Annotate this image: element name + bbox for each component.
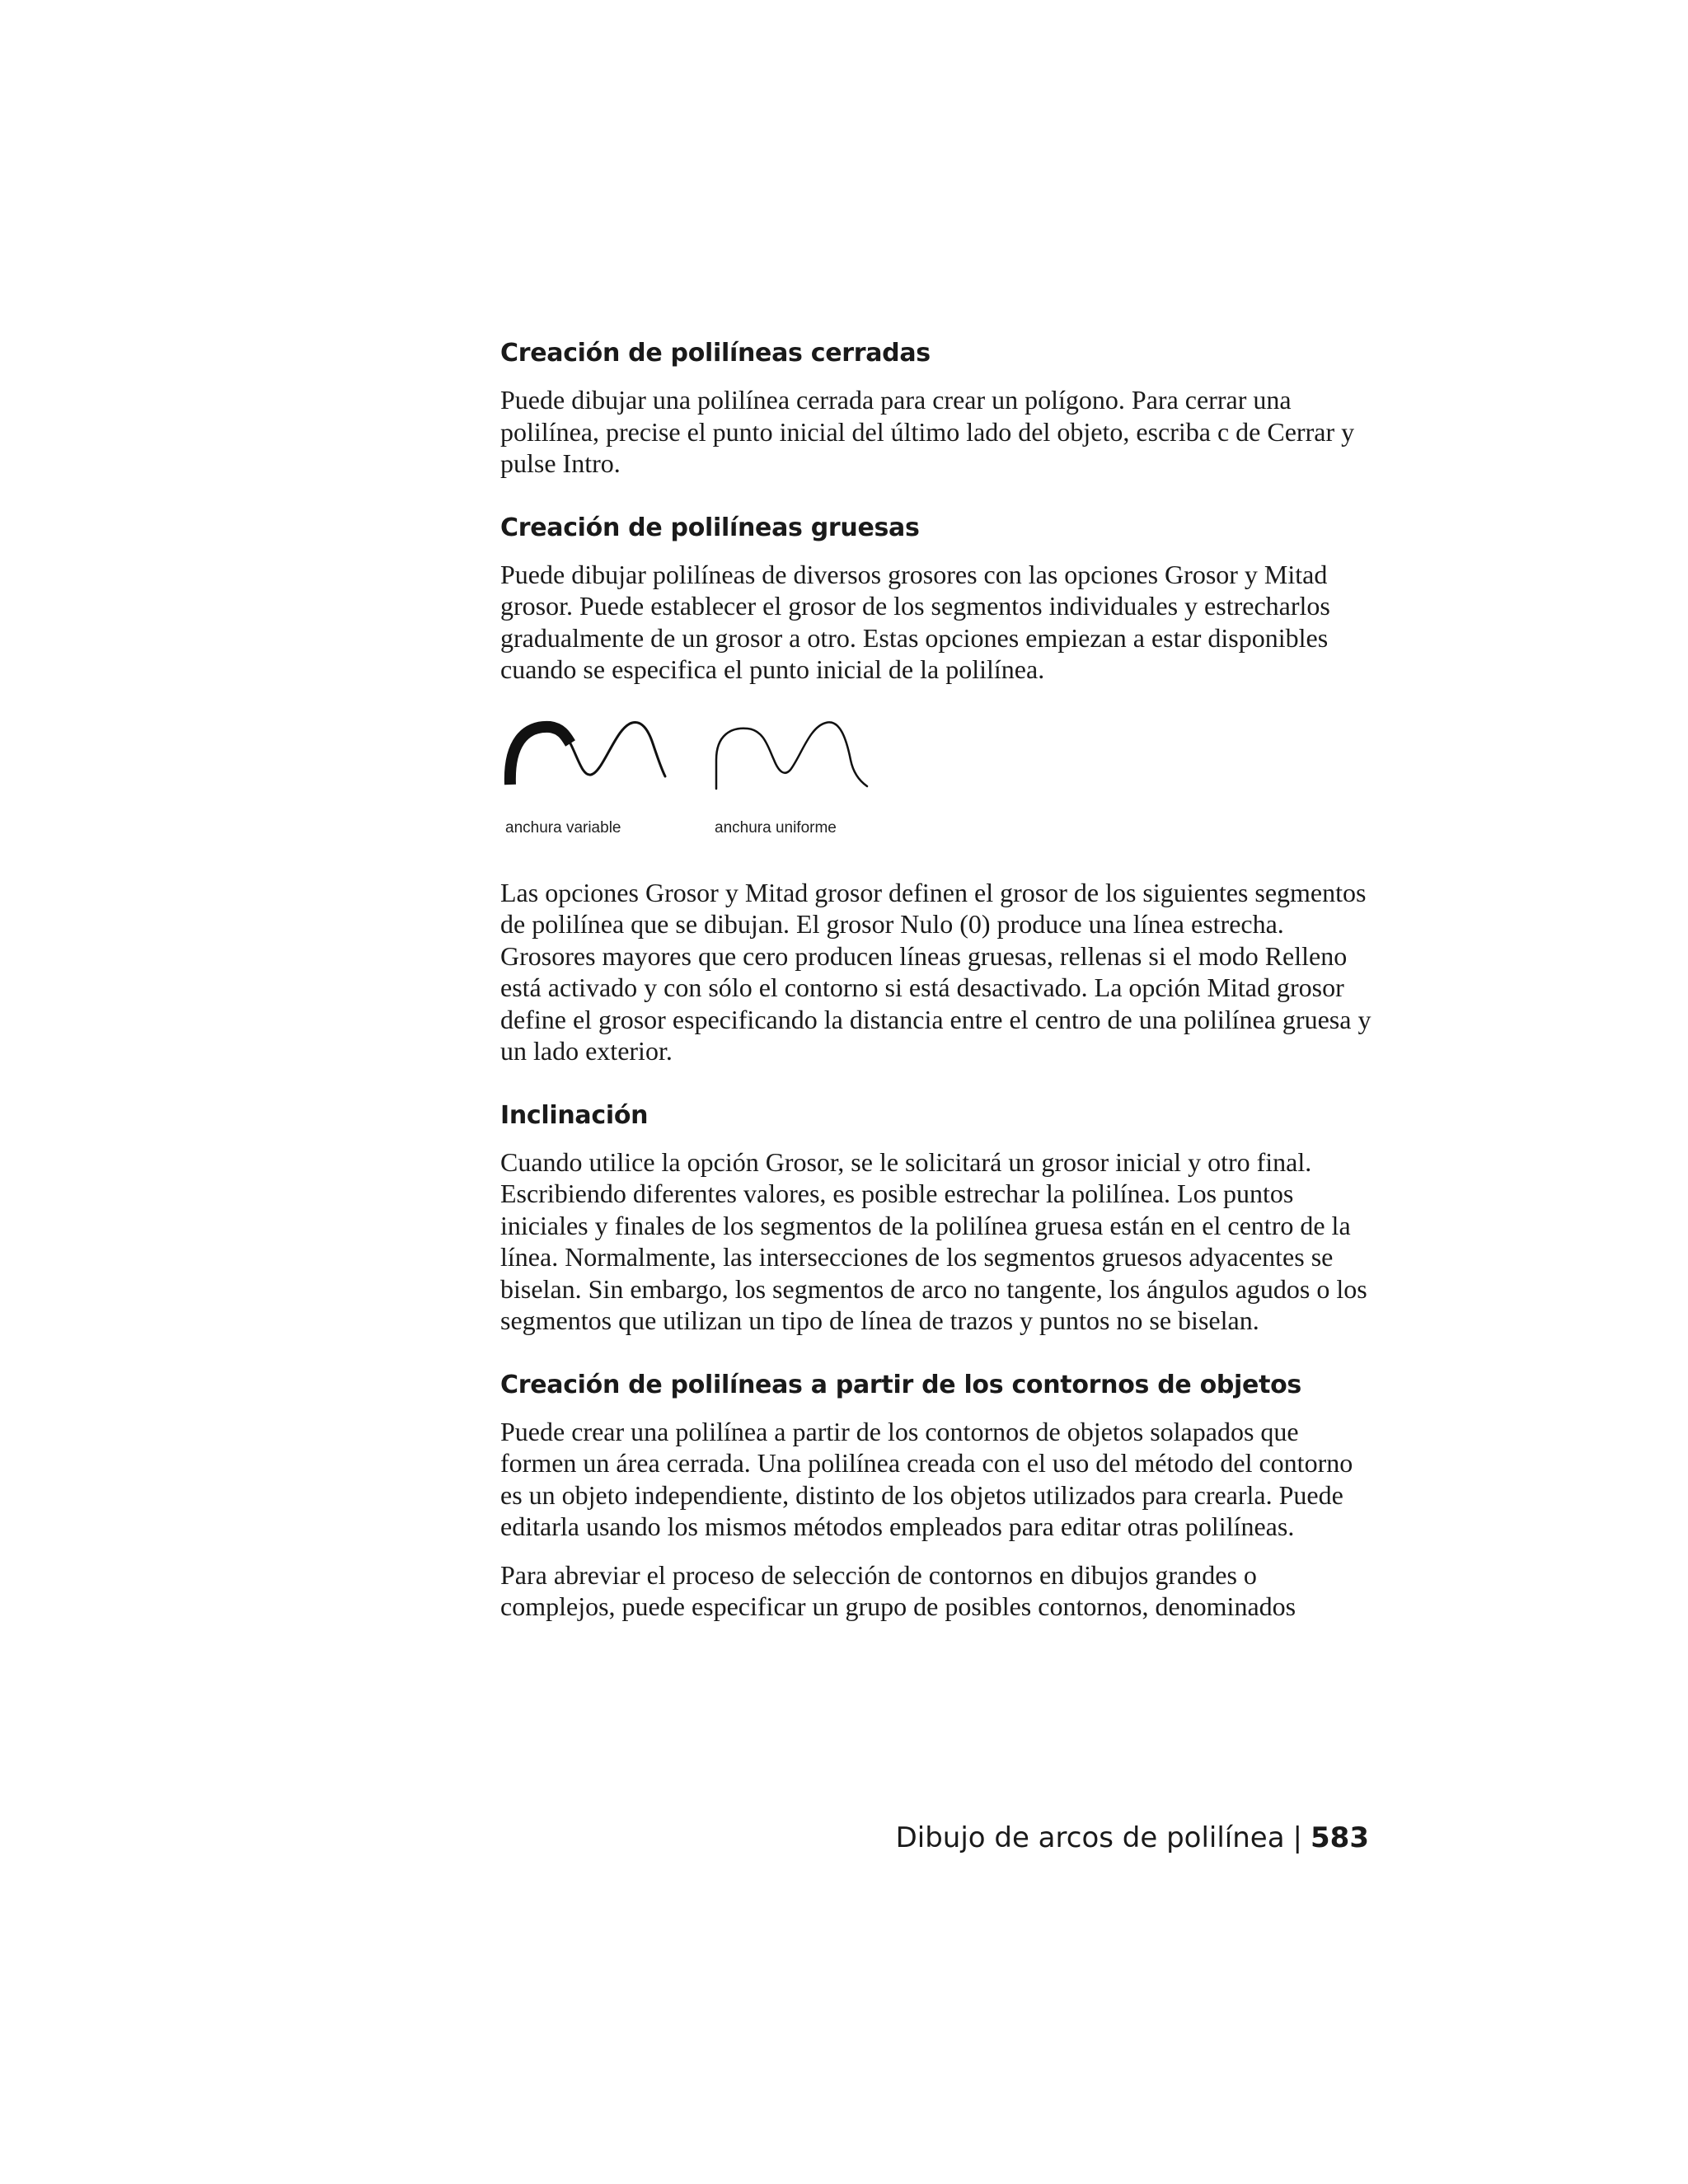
paragraph-closed-polylines: Puede dibujar una polilínea cerrada para crear un polígono. Para cerrar una polilínea, precise el punto inicial del último lado del objeto, escriba c de Cerrar y pulse Intro. (500, 385, 1355, 478)
footer-title: Dibujo de arcos de polilínea (895, 1821, 1285, 1854)
polyline-width-figure (500, 710, 1374, 851)
polyline-width-illustration (500, 710, 912, 818)
variable-width-polyline (510, 726, 570, 784)
caption-uniform-width: anchura uniforme (715, 818, 837, 837)
paragraph-wide-polylines-intro: Puede dibujar polilíneas de diversos grosores con las opciones Grosor y Mitad grosor. Puede establecer el grosor de los segmentos individuales y estrecharlos gradualmente de un grosor a otro. Estas opciones empiezan a estar disponibles cuando se especifica el punto inicial de la polilínea. (500, 559, 1330, 684)
footer-separator: | (1292, 1821, 1303, 1854)
paragraph-boundary-polylines: Puede crear una polilínea a partir de los contornos de objetos solapados que formen un área cerrada. Una polilínea creada con el uso del método del contorno es un objeto independiente, distinto de los objetos utilizados para crearla. Puede editarla usando los mismos métodos empleados para editar otras polilíneas. (500, 1416, 1353, 1541)
paragraph-tapering: Cuando utilice la opción Grosor, se le solicitará un grosor inicial y otro final. Escribiendo diferentes valores, es posible estrechar la polilínea. Los puntos iniciales y finales de los segmentos de la polilínea gruesa están en el centro de la línea. Normalmente, las intersecciones de los segmentos gruesos adyacentes se biselan. Sin embargo, los segmentos de arco no tangente, los ángulos agudos o los segmentos que utilizan un tipo de línea de trazos y puntos no se biselan. (500, 1146, 1367, 1335)
section-heading-closed-polylines: Creación de polilíneas cerradas (500, 339, 931, 368)
paragraph-boundary-sets: Para abreviar el proceso de selección de contornos en dibujos grandes o complejos, puede especificar un grupo de posibles contornos, denominados (500, 1559, 1296, 1621)
paragraph-width-options: Las opciones Grosor y Mitad grosor definen el grosor de los siguientes segmentos de polilínea que se dibujan. El grosor Nulo (0) produce una línea estrecha. Grosores mayores que cero producen líneas gruesas, rellenas si el modo Relleno está activado y con sólo el contorno si está desactivado. La opción Mitad grosor define el grosor especificando la distancia entre el centro de una polilínea gruesa y un lado exterior. (500, 877, 1372, 1066)
page-footer (896, 1821, 1369, 1854)
section-heading-boundary-polylines: Creación de polilíneas a partir de los contornos de objetos (500, 1370, 1301, 1399)
section-heading-tapering: Inclinación (500, 1100, 649, 1130)
variable-width-polyline-tail (570, 722, 665, 776)
page-content (500, 338, 1374, 1656)
section-heading-wide-polylines: Creación de polilíneas gruesas (500, 513, 920, 542)
uniform-width-polyline (716, 722, 867, 789)
caption-variable-width: anchura variable (505, 818, 621, 837)
page-number: 583 (1311, 1821, 1369, 1854)
